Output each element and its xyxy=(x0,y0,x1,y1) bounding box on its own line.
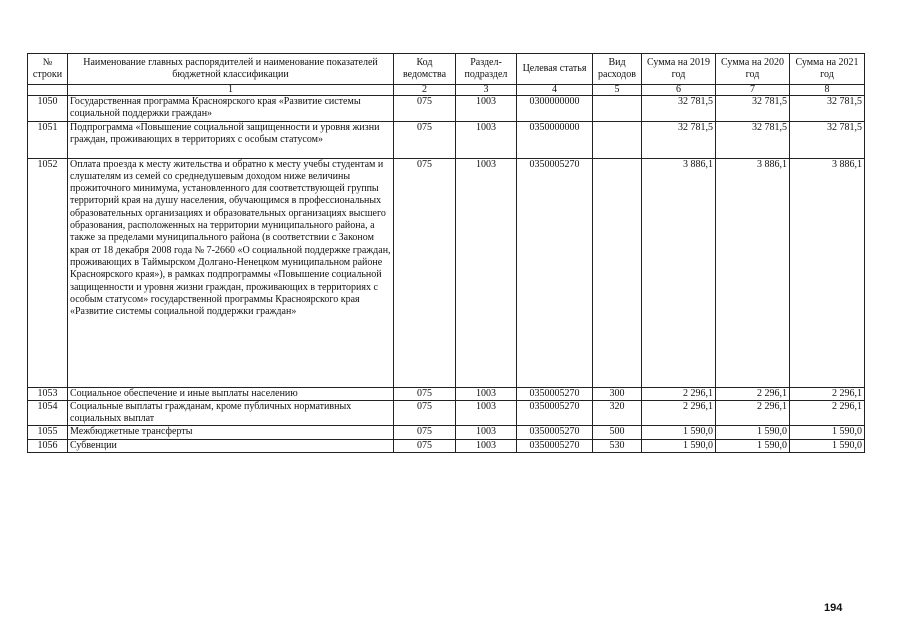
col-number: 3 xyxy=(456,85,517,96)
dept-code: 075 xyxy=(394,400,456,426)
row-number: 1052 xyxy=(28,158,68,387)
col-number: 6 xyxy=(642,85,716,96)
header-sum-2021: Сумма на 2021 год xyxy=(790,54,865,85)
sum-2020: 32 781,5 xyxy=(716,96,790,122)
col-number: 5 xyxy=(593,85,642,96)
expense-type xyxy=(593,96,642,122)
col-number xyxy=(28,85,68,96)
dept-code: 075 xyxy=(394,121,456,158)
section-code: 1003 xyxy=(456,387,517,400)
sum-2021: 32 781,5 xyxy=(790,96,865,122)
sum-2020: 32 781,5 xyxy=(716,121,790,158)
sum-2021: 2 296,1 xyxy=(790,400,865,426)
row-number: 1056 xyxy=(28,439,68,452)
sum-2019: 2 296,1 xyxy=(642,387,716,400)
table-row xyxy=(28,400,865,426)
table-row xyxy=(28,96,865,122)
dept-code: 075 xyxy=(394,96,456,122)
column-number-row xyxy=(28,85,865,96)
target-code: 0350000000 xyxy=(517,121,593,158)
header-name: Наименование главных распорядителей и наименование показателей бюджетной классификации xyxy=(68,54,394,85)
expense-type: 530 xyxy=(593,439,642,452)
table-row xyxy=(28,158,865,387)
sum-2019: 32 781,5 xyxy=(642,121,716,158)
row-name: Государственная программа Красноярского края «Развитие системы социальной поддержки граждан» xyxy=(68,96,394,122)
section-code: 1003 xyxy=(456,426,517,439)
header-dept-code: Код ведомства xyxy=(394,54,456,85)
expense-type: 500 xyxy=(593,426,642,439)
col-number: 4 xyxy=(517,85,593,96)
sum-2019: 3 886,1 xyxy=(642,158,716,387)
page-number: 194 xyxy=(824,602,843,614)
dept-code: 075 xyxy=(394,387,456,400)
row-number: 1051 xyxy=(28,121,68,158)
section-code: 1003 xyxy=(456,158,517,387)
sum-2019: 32 781,5 xyxy=(642,96,716,122)
section-code: 1003 xyxy=(456,400,517,426)
target-code: 0350005270 xyxy=(517,400,593,426)
row-name: Подпрограмма «Повышение социальной защищенности и уровня жизни граждан, проживающих в территориях с особым статусом» xyxy=(68,121,394,158)
table-row xyxy=(28,387,865,400)
budget-table xyxy=(27,53,865,453)
section-code: 1003 xyxy=(456,121,517,158)
row-name: Социальное обеспечение и иные выплаты населению xyxy=(68,387,394,400)
table-row xyxy=(28,439,865,452)
col-number: 2 xyxy=(394,85,456,96)
row-name: Оплата проезда к месту жительства и обратно к месту учебы студентам и слушателям из семей со среднедушевым доходом ниже величины прожиточного минимума, установленного для соответствующей группы территорий края на душу населения, обучающимся в профессиональных образовательных организациях и образовательных организациях высшего образования, расположенных на территории муниципального района, а также за пределами муниципального района (в соответствии с Законом края от 18 декабря 2008 года № 7-2660 «О социальной поддержке граждан, проживающих в Таймырском Долгано-Ненецком муниципальном районе Красноярского края»), в рамках подпрограммы «Повышение социальной защищенности и уровня жизни граждан, проживающих в территориях с особым статусом» государственной программы Красноярского края «Развитие системы социальной поддержки граждан» xyxy=(68,158,394,387)
expense-type: 320 xyxy=(593,400,642,426)
section-code: 1003 xyxy=(456,96,517,122)
sum-2020: 2 296,1 xyxy=(716,400,790,426)
header-exp-type: Вид расходов xyxy=(593,54,642,85)
header-sum-2020: Сумма на 2020 год xyxy=(716,54,790,85)
header-section: Раздел-подраздел xyxy=(456,54,517,85)
section-code: 1003 xyxy=(456,439,517,452)
row-number: 1054 xyxy=(28,400,68,426)
sum-2020: 3 886,1 xyxy=(716,158,790,387)
row-name: Межбюджетные трансферты xyxy=(68,426,394,439)
expense-type xyxy=(593,158,642,387)
sum-2021: 32 781,5 xyxy=(790,121,865,158)
sum-2019: 1 590,0 xyxy=(642,426,716,439)
col-number: 1 xyxy=(68,85,394,96)
header-sum-2019: Сумма на 2019 год xyxy=(642,54,716,85)
header-target: Целевая статья xyxy=(517,54,593,85)
sum-2019: 2 296,1 xyxy=(642,400,716,426)
dept-code: 075 xyxy=(394,439,456,452)
table-row xyxy=(28,426,865,439)
row-number: 1053 xyxy=(28,387,68,400)
header-row-no: № строки xyxy=(28,54,68,85)
sum-2020: 1 590,0 xyxy=(716,426,790,439)
table-row xyxy=(28,121,865,158)
sum-2021: 1 590,0 xyxy=(790,426,865,439)
col-number: 7 xyxy=(716,85,790,96)
row-number: 1050 xyxy=(28,96,68,122)
row-number: 1055 xyxy=(28,426,68,439)
target-code: 0350005270 xyxy=(517,439,593,452)
target-code: 0350005270 xyxy=(517,426,593,439)
row-name: Социальные выплаты гражданам, кроме публичных нормативных социальных выплат xyxy=(68,400,394,426)
col-number: 8 xyxy=(790,85,865,96)
sum-2021: 1 590,0 xyxy=(790,439,865,452)
expense-type xyxy=(593,121,642,158)
sum-2019: 1 590,0 xyxy=(642,439,716,452)
header-row xyxy=(28,54,865,85)
dept-code: 075 xyxy=(394,426,456,439)
target-code: 0300000000 xyxy=(517,96,593,122)
expense-type: 300 xyxy=(593,387,642,400)
sum-2020: 2 296,1 xyxy=(716,387,790,400)
sum-2021: 3 886,1 xyxy=(790,158,865,387)
sum-2020: 1 590,0 xyxy=(716,439,790,452)
sum-2021: 2 296,1 xyxy=(790,387,865,400)
dept-code: 075 xyxy=(394,158,456,387)
target-code: 0350005270 xyxy=(517,387,593,400)
row-name: Субвенции xyxy=(68,439,394,452)
target-code: 0350005270 xyxy=(517,158,593,387)
